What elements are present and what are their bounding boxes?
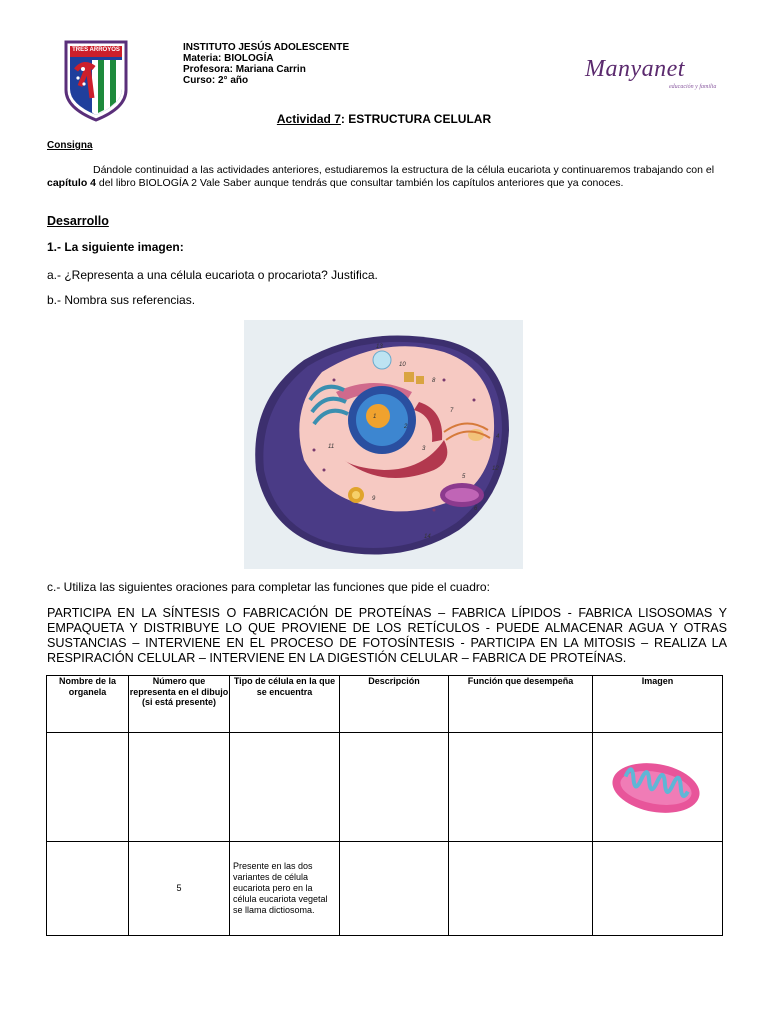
question-1: 1.- La siguiente imagen:	[47, 240, 184, 254]
crest-text: TRES ARROYOS	[72, 47, 120, 53]
header-info	[183, 42, 349, 86]
institute-name: INSTITUTO JESÚS ADOLESCENTE	[183, 42, 350, 53]
table-cell-input[interactable]	[449, 841, 593, 935]
col-header-description: Descripción	[340, 676, 449, 733]
title-rest: : ESTRUCTURA CELULAR	[340, 112, 492, 126]
eukaryotic-cell-image	[244, 320, 523, 569]
table-cell-input[interactable]	[340, 841, 449, 935]
logo-subtext: educación y familia	[669, 84, 717, 90]
page-title	[0, 112, 768, 126]
teacher-line: Profesora: Mariana Carrin	[183, 64, 306, 75]
subject-line: Materia: BIOLOGÍA	[183, 53, 274, 64]
cell-label-10: 10	[399, 362, 406, 368]
question-1c: c.- Utiliza las siguientes oraciones para completar las funciones que pide el cuadro:	[47, 580, 490, 594]
table-cell-input[interactable]	[47, 841, 129, 935]
col-header-name: Nombre de la organela	[47, 676, 129, 733]
function-sentences: PARTICIPA EN LA SÍNTESIS O FABRICACIÓN DE PROTEÍNAS – FABRICA LÍPIDOS - FABRICA LISOSOMAS Y EMPAQUETA Y DISTRIBUYE LO QUE PROVIENE DE LOS RETÍCULOS - PUEDE ALMACENAR AGUA Y OTRAS SUSTANCIAS – INTERVIENE EN EL PROCESO DE FOTOSÍNTESIS - PARTICIPA EN LA MITOSIS – REALIZA LA RESPIRACIÓN CELULAR – INTERVIENE EN LA DIGESTIÓN CELULAR – FABRICA DE PROTEÍNAS.	[47, 606, 727, 665]
table-cell-input[interactable]	[230, 733, 340, 841]
cell-type-text: Presente en las dos variantes de célula eucariota pero en la célula eucariota vegetal se llama dictiosoma.	[233, 860, 328, 915]
cell-type-cell	[230, 841, 340, 935]
col-header-image: Imagen	[593, 676, 723, 733]
col-header-function: Función que desempeña	[449, 676, 593, 733]
logo-text: Manyanet	[585, 56, 685, 82]
school-crest-logo	[62, 38, 130, 122]
cell-label-7: 7	[450, 408, 454, 414]
cell-label-6: 6	[474, 506, 478, 512]
course-line: Curso: 2° año	[183, 75, 249, 86]
cell-label-8: 8	[432, 378, 436, 384]
consigna-heading: Consigna	[47, 140, 93, 151]
table-cell-input[interactable]	[593, 841, 723, 935]
consigna-paragraph	[47, 164, 723, 190]
col-header-cell-type: Tipo de célula en la que se encuentra	[230, 676, 340, 733]
consigna-text-2: del libro BIOLOGÍA 2 Vale Saber aunque tendrás que consultar también los capítulos anteriores que ya conoces.	[96, 177, 624, 189]
table-cell-input[interactable]	[47, 733, 129, 841]
mitochondria-image	[608, 752, 708, 822]
desarrollo-heading: Desarrollo	[47, 214, 109, 228]
table-cell-input[interactable]	[340, 733, 449, 841]
consigna-text-bold: capítulo 4	[47, 177, 97, 189]
question-1a: a.- ¿Representa a una célula eucariota o procariota? Justifica.	[47, 268, 378, 282]
table-cell-input[interactable]	[449, 733, 593, 841]
organelle-number-cell: 5	[129, 841, 230, 935]
cell-label-13: 13	[376, 344, 383, 350]
consigna-text-1: Dándole continuidad a las actividades anteriores, estudiaremos la estructura de la célula eucariota y continuaremos trabajando con el	[93, 164, 715, 176]
table-row	[47, 733, 723, 841]
table-row	[47, 841, 723, 935]
title-prefix: Actividad 7	[276, 112, 341, 126]
table-header-row	[47, 676, 723, 733]
cell-label-5: 5	[462, 474, 466, 480]
table-cell-image	[593, 733, 723, 841]
manyanet-logo	[585, 56, 745, 96]
cell-label-3: 3	[422, 446, 426, 452]
cell-label-14: 14	[424, 534, 431, 540]
table-cell-input[interactable]	[129, 733, 230, 841]
cell-label-4: 4	[496, 434, 500, 440]
cell-label-11: 11	[328, 444, 335, 450]
question-1b: b.- Nombra sus referencias.	[47, 293, 196, 307]
cell-label-2: 2	[404, 424, 408, 430]
cell-label-12: 12	[492, 466, 499, 472]
cell-label-9: 9	[372, 496, 376, 502]
col-header-number: Número que representa en el dibujo (si está presente)	[129, 676, 230, 733]
cell-label-1: 1	[373, 414, 377, 420]
organelle-table	[46, 675, 723, 936]
